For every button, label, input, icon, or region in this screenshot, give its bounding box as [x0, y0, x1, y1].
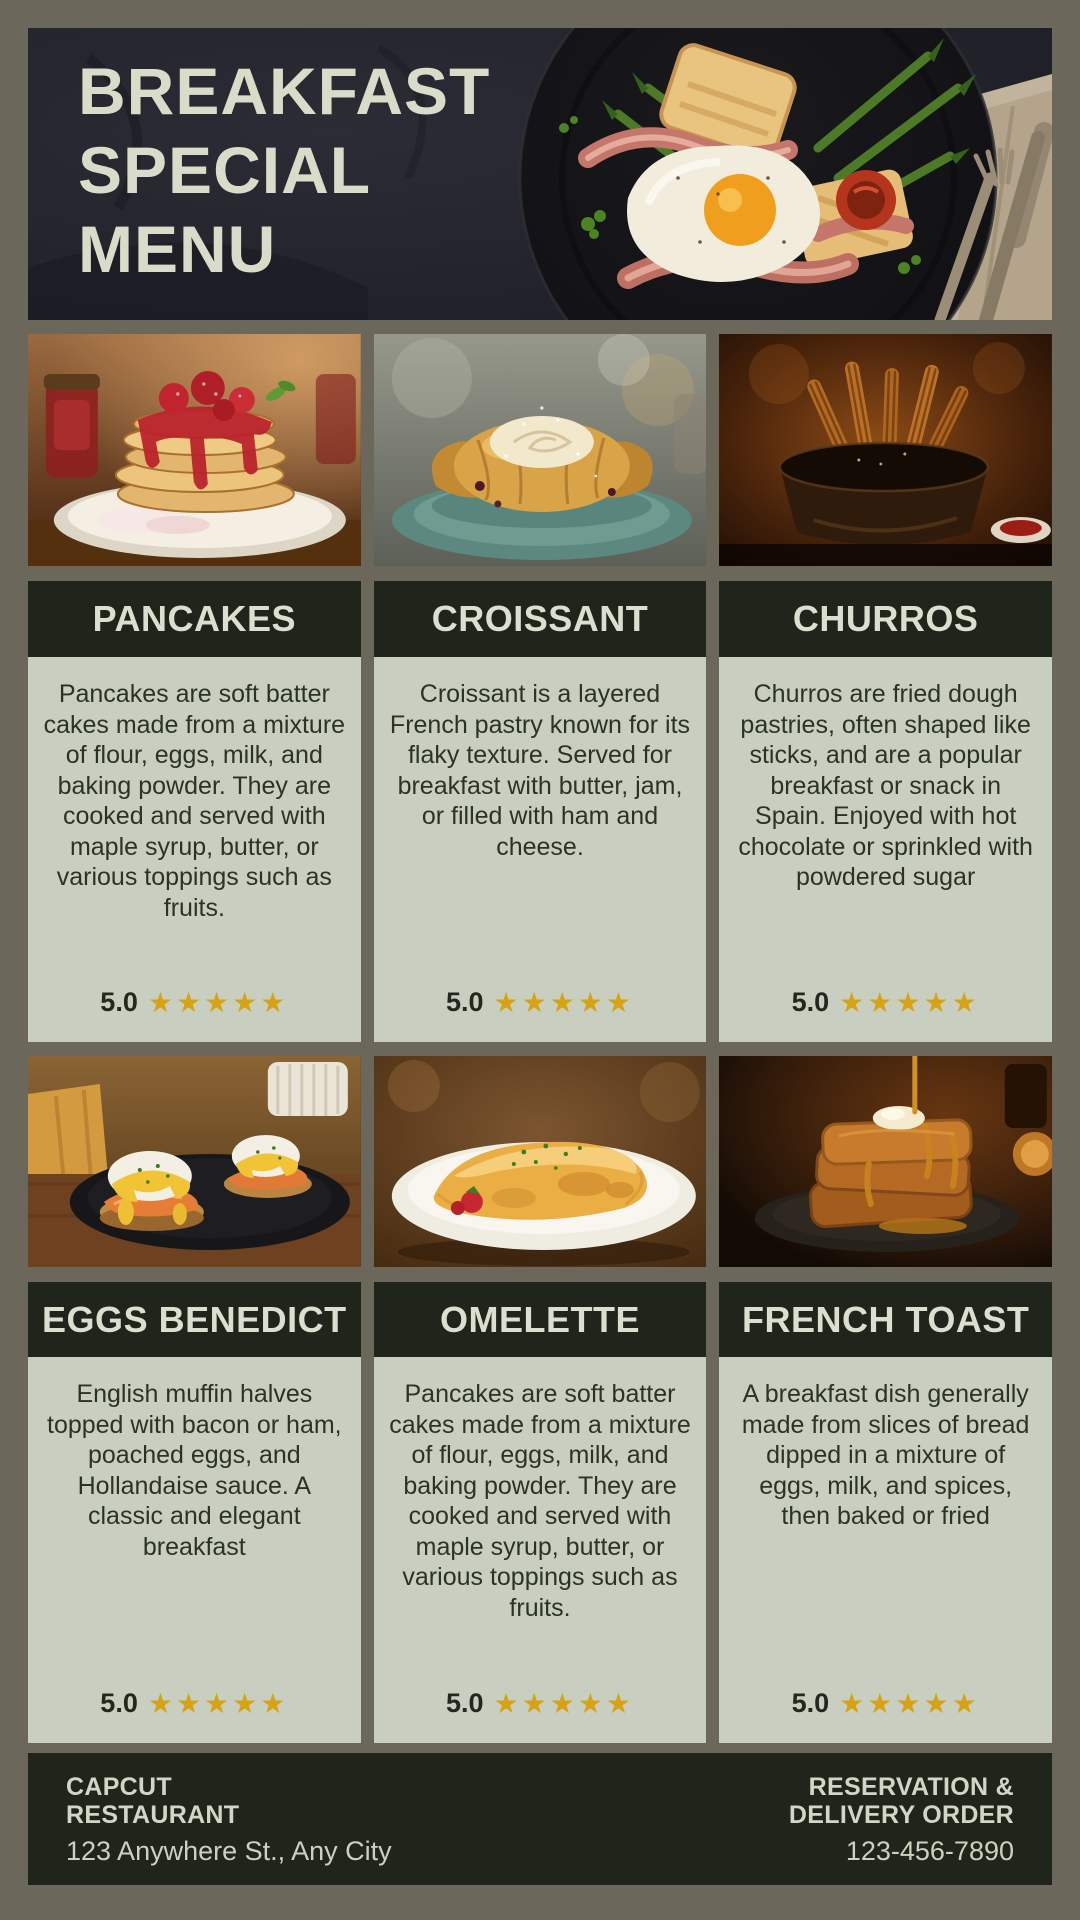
- item-card-french-toast: [719, 1357, 1052, 1743]
- item-title-pancakes: PANCAKES: [28, 581, 361, 657]
- item-rating: [388, 1688, 693, 1719]
- item-rating: [42, 987, 347, 1018]
- item-rating: [733, 987, 1038, 1018]
- header-banner: [28, 28, 1052, 320]
- croissant-photo: [374, 334, 707, 566]
- rating-score: 5.0: [445, 1688, 484, 1718]
- item-title-croissant: CROISSANT: [374, 581, 707, 657]
- menu-item-croissant: [374, 334, 707, 1042]
- restaurant-info: [66, 1773, 392, 1866]
- item-card-eggs-benedict: [28, 1357, 361, 1743]
- footer-bar: [28, 1753, 1052, 1885]
- menu-item-french-toast: [719, 1056, 1052, 1743]
- reservation-phone: 123-456-7890: [845, 1835, 1014, 1866]
- item-rating: [42, 1688, 347, 1719]
- item-card-croissant: [374, 657, 707, 1042]
- item-card-omelette: [374, 1357, 707, 1743]
- french-toast-photo: [719, 1056, 1052, 1267]
- menu-row-2: [28, 1056, 1052, 1743]
- title-line-3: MENU: [78, 212, 277, 286]
- item-description: A breakfast dish generally made from slices of bread dipped in a mixture of eggs, milk, and spices, then baked or fried: [741, 1380, 1030, 1530]
- star-rating-icons: ★★★★★: [493, 986, 635, 1018]
- star-rating-icons: ★★★★★: [147, 986, 289, 1018]
- page-title: [78, 52, 490, 289]
- item-rating: [733, 1688, 1038, 1719]
- pancakes-photo: [28, 334, 361, 566]
- item-card-pancakes: [28, 657, 361, 1042]
- rating-score: 5.0: [100, 1688, 138, 1718]
- item-title-churros: CHURROS: [719, 581, 1052, 657]
- reservation-line2: DELIVERY ORDER: [788, 1800, 1014, 1829]
- item-description: Croissant is a layered French pastry known for its flaky texture. Served for breakfast with butter, jam, or filled with ham and cheese.: [389, 680, 691, 861]
- rating-score: 5.0: [791, 987, 830, 1017]
- rating-score: 5.0: [791, 1688, 830, 1718]
- restaurant-address: 123 Anywhere St., Any City: [66, 1835, 392, 1866]
- reservation-line1: RESERVATION &: [808, 1772, 1014, 1801]
- omelette-photo: [374, 1056, 707, 1267]
- menu-item-eggs-benedict: [28, 1056, 361, 1743]
- star-rating-icons: ★★★★★: [147, 1687, 289, 1719]
- restaurant-name-line2: RESTAURANT: [66, 1800, 240, 1829]
- item-title-french-toast: FRENCH TOAST: [719, 1282, 1052, 1357]
- rating-score: 5.0: [100, 987, 138, 1017]
- restaurant-name-line1: CAPCUT: [66, 1772, 172, 1801]
- star-rating-icons: ★★★★★: [839, 1687, 980, 1719]
- eggs-benedict-photo: [28, 1056, 361, 1267]
- star-rating-icons: ★★★★★: [493, 1687, 635, 1719]
- item-description: Pancakes are soft batter cakes made from a mixture of flour, eggs, milk, and baking powder. They are cooked and served with maple syrup, butter, or various toppings such as fruits.: [43, 680, 346, 922]
- star-rating-icons: ★★★★★: [839, 986, 980, 1018]
- item-description: English muffin halves topped with bacon or ham, poached eggs, and Hollandaise sauce. A classic and elegant breakfast: [47, 1380, 342, 1561]
- item-title-eggs-benedict: EGGS BENEDICT: [28, 1282, 361, 1357]
- item-card-churros: [719, 657, 1052, 1042]
- menu-item-pancakes: [28, 334, 361, 1042]
- churros-photo: [719, 334, 1052, 566]
- item-description: Pancakes are soft batter cakes made from a mixture of flour, eggs, milk, and baking powder. They are cooked and served with maple syrup, butter, or various toppings such as fruits.: [389, 1380, 691, 1622]
- rating-score: 5.0: [445, 987, 484, 1017]
- item-rating: [388, 987, 693, 1018]
- menu-item-churros: [719, 334, 1052, 1042]
- reservation-info: [789, 1773, 1014, 1866]
- item-description: Churros are fried dough pastries, often shaped like sticks, and are a popular breakfast or snack in Spain. Enjoyed with hot chocolate or sprinkled with powdered sugar: [738, 680, 1033, 891]
- menu-row-1: [28, 334, 1052, 1042]
- item-title-omelette: OMELETTE: [374, 1282, 707, 1357]
- title-line-1: BREAKFAST: [78, 54, 491, 128]
- menu-item-omelette: [374, 1056, 707, 1743]
- title-line-2: SPECIAL: [78, 133, 372, 207]
